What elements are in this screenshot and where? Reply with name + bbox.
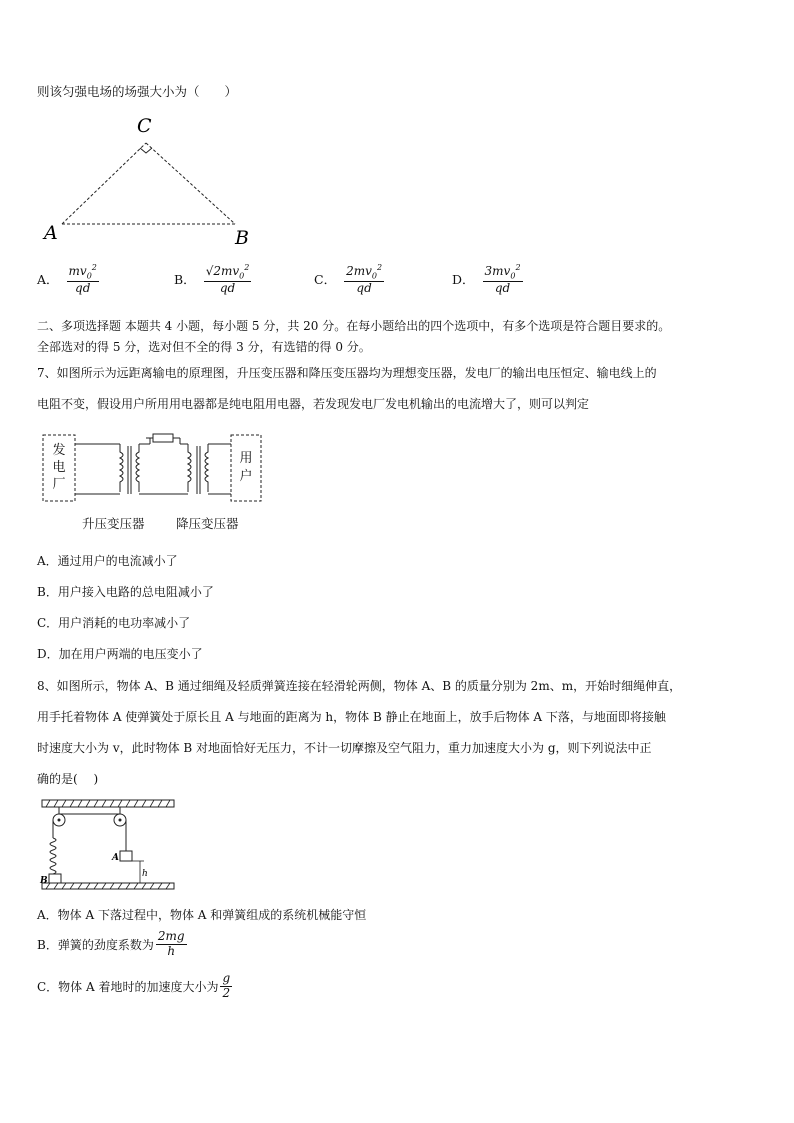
fraction: $\frac{2mg}{h}$ bbox=[157, 929, 185, 958]
vertex-b-label: B bbox=[235, 227, 249, 249]
q7-option-c[interactable]: C．用户消耗的电功率减小了 bbox=[37, 616, 191, 630]
transformer-diagram bbox=[40, 432, 265, 510]
fraction: $\frac{√2mv_0^2}{qd}$ bbox=[205, 263, 250, 295]
fraction: $\frac{mv_0^2}{qd}$ bbox=[68, 263, 97, 295]
step-up-transformer-label: 升压变压器 bbox=[82, 516, 145, 531]
pulley-spring-figure bbox=[38, 798, 178, 893]
q6-option-a[interactable]: A． $\frac{mv_0^2}{qd}$ bbox=[37, 263, 97, 295]
block-b-label: B bbox=[40, 876, 48, 886]
q8-option-b[interactable]: B．弹簧的劲度系数为 $\frac{2mg}{h}$ bbox=[37, 929, 185, 958]
transmission-figure bbox=[40, 432, 265, 532]
q7-stem-line1: 7、如图所示为远距离输电的原理图，升压变压器和降压变压器均为理想变压器，发电厂的输出电压恒定、输电线上的 bbox=[37, 366, 657, 380]
height-label: h bbox=[142, 869, 148, 879]
q7-option-b[interactable]: B．用户接入电路的总电阻减小了 bbox=[37, 585, 214, 599]
q7-stem-line2: 电阻不变，假设用户所用用电器都是纯电阻用电器，若发现发电厂发电机输出的电流增大了，则可以判定 bbox=[37, 397, 590, 411]
q7-option-a[interactable]: A．通过用户的电流减小了 bbox=[37, 554, 178, 568]
vertex-c-label: C bbox=[137, 115, 152, 137]
block-a-label: A bbox=[112, 853, 119, 863]
vertex-a-label: A bbox=[44, 222, 58, 244]
q8-option-a[interactable]: A．物体 A 下落过程中，物体 A 和弹簧组成的系统机械能守恒 bbox=[37, 908, 367, 922]
section-2-instructions-line2: 全部选对的得 5 分，选对但不全的得 3 分，有选错的得 0 分。 bbox=[37, 340, 371, 354]
q8-stem-line2: 用手托着物体 A 使弹簧处于原长且 A 与地面的距离为 h，物体 B 静止在地面上，放手后物体 A 下落，与地面即将接触 bbox=[37, 710, 666, 724]
q6-option-c[interactable]: C． $\frac{2mv_0^2}{qd}$ bbox=[314, 263, 383, 295]
q8-stem-line1: 8、如图所示，物体 A、B 通过细绳及轻质弹簧连接在轻滑轮两侧，物体 A、B 的质量分别为 2m、m，开始时细绳伸直， bbox=[37, 679, 682, 693]
q8-stem-line3: 时速度大小为 v，此时物体 B 对地面恰好无压力，不计一切摩擦及空气阻力，重力加速度大小为 g，则下列说法中正 bbox=[37, 741, 652, 755]
triangle-figure bbox=[36, 110, 266, 250]
step-down-transformer-label: 降压变压器 bbox=[176, 516, 239, 531]
power-plant-label: 发 电 厂 bbox=[52, 443, 66, 492]
q7-option-d[interactable]: D．加在用户两端的电压变小了 bbox=[37, 647, 203, 661]
fraction: $\frac{2mv_0^2}{qd}$ bbox=[346, 263, 383, 295]
fraction: $\frac{3mv_0^2}{qd}$ bbox=[484, 263, 521, 295]
q6-stem: 则该匀强电场的场强大小为（ ） bbox=[37, 84, 238, 99]
q6-option-d[interactable]: D． $\frac{3mv_0^2}{qd}$ bbox=[452, 263, 521, 295]
fraction: $\frac{g}{2}$ bbox=[222, 971, 231, 1000]
q8-stem-line4: 确的是( ) bbox=[37, 772, 99, 786]
q8-option-c[interactable]: C．物体 A 着地时的加速度大小为 $\frac{g}{2}$ bbox=[37, 971, 231, 1000]
section-2-instructions-line1: 二、多项选择题 本题共 4 小题，每小题 5 分，共 20 分。在每小题给出的四个选项中，有多个选项是符合题目要求的。 bbox=[37, 319, 671, 333]
q6-option-b[interactable]: B． $\frac{√2mv_0^2}{qd}$ bbox=[174, 263, 250, 295]
user-label: 用 户 bbox=[239, 451, 253, 484]
